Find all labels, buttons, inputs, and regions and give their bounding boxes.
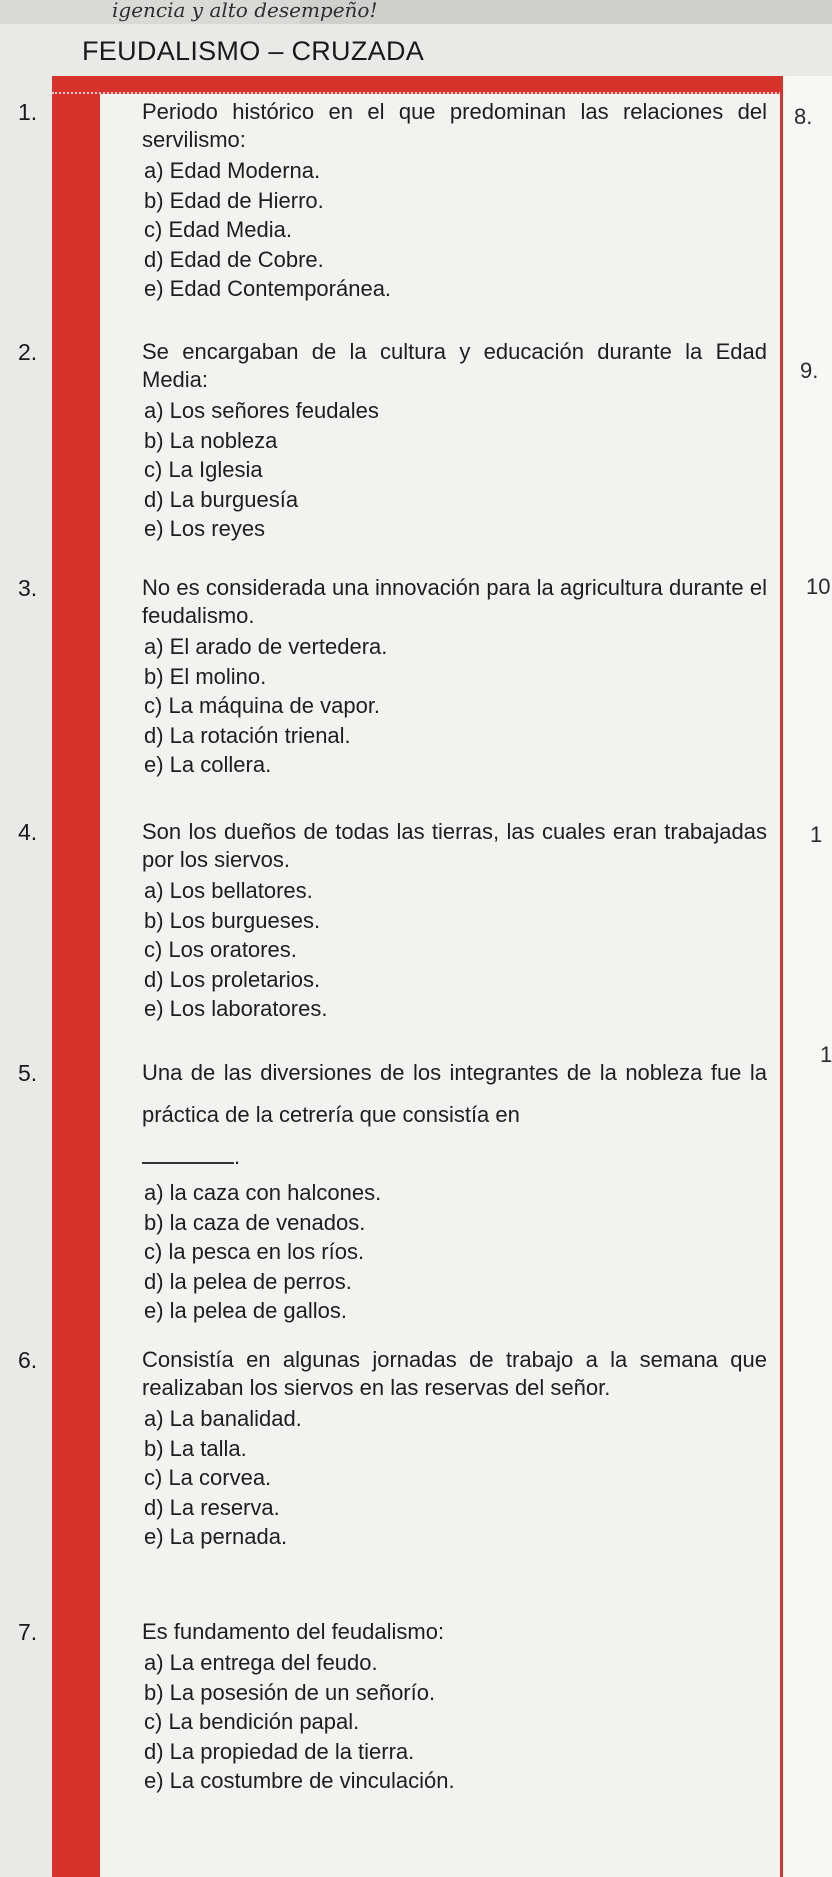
question-1 — [18, 98, 785, 304]
option-e: e) Los reyes — [144, 516, 266, 542]
option-e: e) Edad Contemporánea. — [144, 276, 392, 302]
fill-in-blank: . — [80, 1144, 240, 1169]
option-d: d) La rotación trienal. — [144, 722, 351, 748]
option-d: d) Los proletarios. — [144, 966, 321, 992]
option-d: d) Edad de Cobre. — [144, 246, 324, 272]
question-7 — [18, 1618, 785, 1796]
question-2 — [18, 338, 785, 544]
option-e: e) La collera. — [144, 752, 272, 778]
question-stem: Una de las diversiones de los integrantes de la nobleza fue la práctica de la cetrería que consistía en — [142, 1060, 767, 1127]
question-stem: No es considerada una innovación para la agricultura durante el feudalismo. — [142, 575, 767, 628]
option-c: c) La bendición papal. — [144, 1709, 360, 1735]
question-stem: Es fundamento del feudalismo: — [142, 1619, 445, 1644]
side-question-number: 8. — [794, 104, 813, 129]
option-b: b) Los burgueses. — [144, 907, 321, 933]
question-number: 3. — [18, 575, 38, 601]
question-4 — [18, 818, 785, 1024]
option-d: d) La reserva. — [144, 1494, 280, 1520]
option-c: c) la pesca en los ríos. — [144, 1239, 365, 1265]
option-a: a) Los bellatores. — [144, 878, 313, 903]
option-c: c) La Iglesia — [144, 457, 263, 483]
option-a: a) El arado de vertedera. — [144, 634, 388, 659]
top-gray-bar — [300, 0, 832, 24]
question-number: 7. — [18, 1619, 38, 1645]
question-number: 1. — [18, 99, 38, 125]
option-e: e) Los laboratores. — [144, 996, 328, 1022]
option-e: e) La costumbre de vinculación. — [144, 1768, 455, 1794]
question-5 — [18, 1052, 785, 1326]
option-b: b) El molino. — [144, 663, 267, 689]
option-b: b) la caza de venados. — [144, 1209, 366, 1235]
question-number: 2. — [18, 339, 38, 365]
option-a: a) la caza con halcones. — [144, 1180, 382, 1205]
option-d: d) la pelea de perros. — [144, 1268, 352, 1294]
option-d: d) La propiedad de la tierra. — [144, 1738, 415, 1764]
option-c: c) La máquina de vapor. — [144, 693, 381, 719]
page-title: FEUDALISMO – CRUZADA — [82, 36, 425, 66]
option-b: b) La nobleza — [144, 427, 278, 453]
option-a: a) La banalidad. — [144, 1406, 302, 1431]
header-script-text: igencia y alto desempeño! — [112, 0, 378, 22]
side-question-number: 1 — [810, 822, 823, 847]
side-question-number: 9. — [800, 358, 819, 383]
option-c: c) Los oratores. — [144, 937, 297, 963]
option-b: b) La posesión de un señorío. — [144, 1679, 436, 1705]
question-stem: Son los dueños de todas las tierras, las cuales eran trabajadas por los siervos. — [142, 819, 767, 872]
option-a: a) Los señores feudales — [144, 398, 379, 423]
option-c: c) La corvea. — [144, 1465, 272, 1491]
option-d: d) La burguesía — [144, 486, 299, 512]
right-column-paper — [783, 76, 832, 1877]
question-number: 5. — [18, 1060, 38, 1086]
top-strip — [0, 0, 832, 24]
option-e: e) La pernada. — [144, 1524, 288, 1550]
option-a: a) La entrega del feudo. — [144, 1650, 378, 1675]
side-question-number: 10 — [806, 574, 831, 599]
option-b: b) La talla. — [144, 1435, 247, 1461]
option-c: c) Edad Media. — [144, 217, 292, 243]
top-red-band — [52, 76, 832, 94]
option-b: b) Edad de Hierro. — [144, 187, 324, 213]
side-question-number: 1 — [820, 1042, 832, 1067]
question-number: 4. — [18, 819, 38, 845]
question-6 — [18, 1346, 785, 1552]
option-e: e) la pelea de gallos. — [144, 1298, 348, 1324]
question-stem: Consistía en algunas jornadas de trabajo a la semana que realizaban los siervos en las reservas del señor. — [142, 1347, 767, 1400]
question-stem: Se encargaban de la cultura y educación durante la Edad Media: — [142, 339, 767, 392]
question-number: 6. — [18, 1347, 38, 1373]
option-a: a) Edad Moderna. — [144, 158, 321, 183]
question-stem: Periodo histórico en el que predominan las relaciones del servilismo: — [142, 99, 767, 152]
question-3 — [18, 574, 785, 780]
